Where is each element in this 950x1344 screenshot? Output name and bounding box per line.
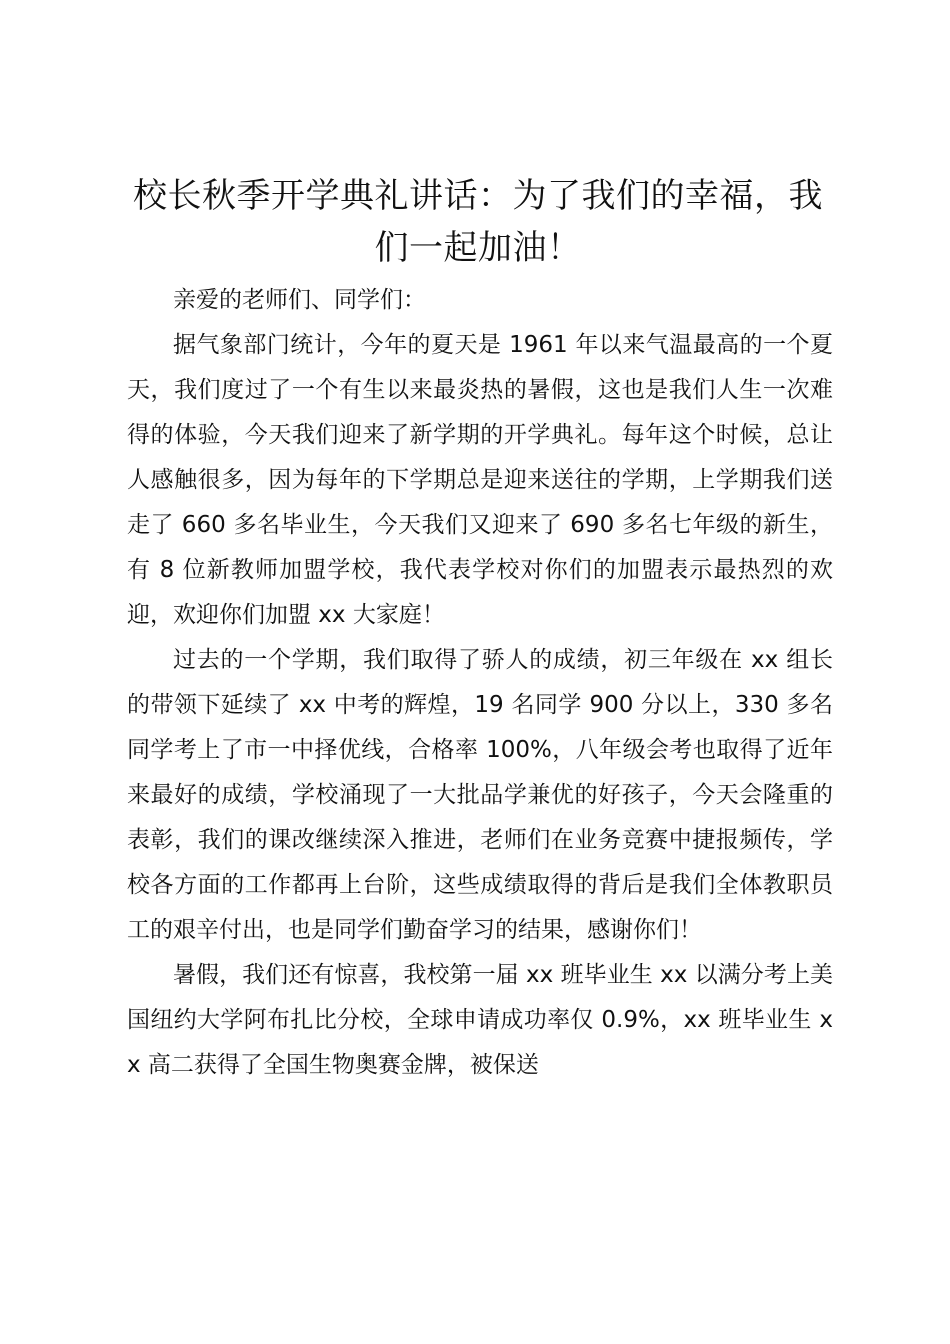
paragraph-surprises: 暑假，我们还有惊喜，我校第一届 xx 班毕业生 xx 以满分考上美国纽约大学阿布扎比分校，全球申请成功率仅 0.9%，xx 班毕业生 xx 高二获得了全国生物奥赛金牌，被保送: [127, 962, 833, 1078]
paragraph-summer: 据气象部门统计，今年的夏天是 1961 年以来气温最高的一个夏天，我们度过了一个有生以来最炎热的暑假，这也是我们人生一次难得的体验，今天我们迎来了新学期的开学典礼。每年这个时候，总让人感触很多，因为每年的下学期总是迎来送往的学期，上学期我们送走了 660 多名毕业生，今天我们又迎来了 690 多名七年级的新生，有 8 位新教师加盟学校，我代表学校对你们的加盟表示最热烈的欢迎，欢迎你们加盟 xx 大家庭！: [127, 332, 833, 628]
document-body: [127, 278, 833, 1088]
paragraph-achievements: 过去的一个学期，我们取得了骄人的成绩，初三年级在 xx 组长的带领下延续了 xx 中考的辉煌，19 名同学 900 分以上，330 多名同学考上了市一中择优线，合格率 100%，八年级会考也取得了近年来最好的成绩，学校涌现了一大批品学兼优的好孩子，今天会隆重的表彰，我们的课改继续深入推进，老师们在业务竞赛中捷报频传，学校各方面的工作都再上台阶，这些成绩取得的背后是我们全体教职员工的艰辛付出，也是同学们勤奋学习的结果，感谢你们！: [127, 647, 833, 943]
document-title: 校长秋季开学典礼讲话：为了我们的幸福，我们一起加油！: [133, 176, 823, 268]
salutation: 亲爱的老师们、同学们：: [173, 287, 426, 313]
